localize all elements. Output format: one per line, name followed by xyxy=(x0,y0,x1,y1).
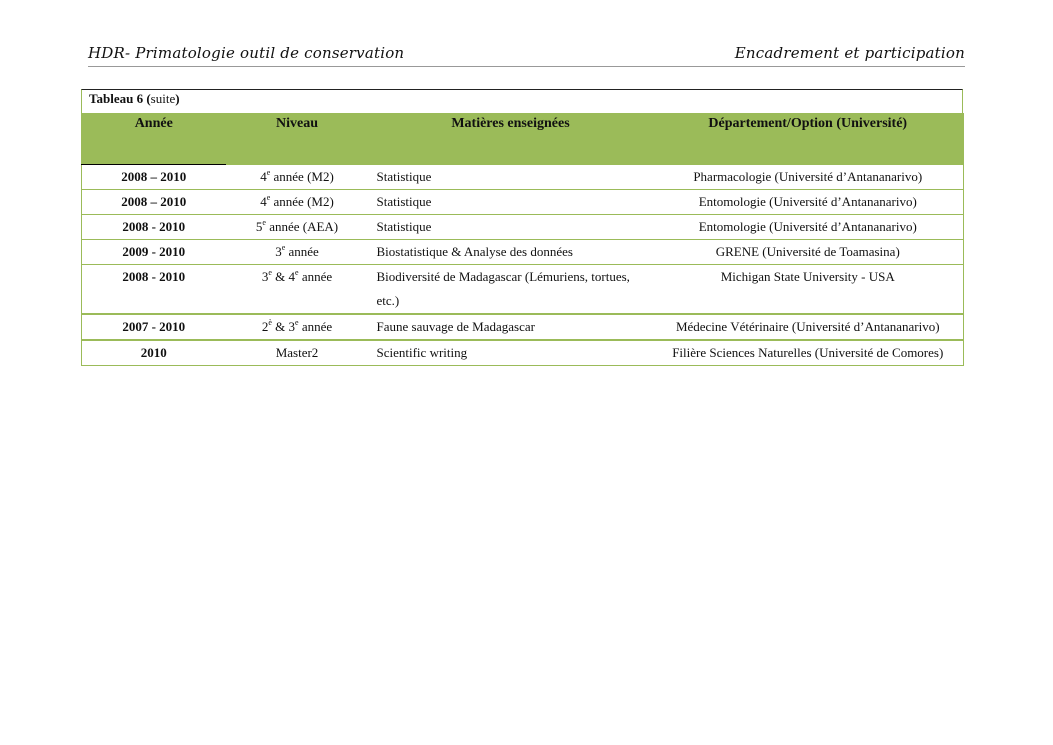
level-cell xyxy=(226,265,369,315)
department-cell: Michigan State University - USA xyxy=(653,265,964,315)
year-cell: 2008 - 2010 xyxy=(82,215,226,240)
department-cell: Entomologie (Université d’Antananarivo) xyxy=(653,190,964,215)
level-number: 3 xyxy=(275,244,282,259)
col-header-departement: Département/Option (Université) xyxy=(653,113,964,165)
level-superscript-2: e xyxy=(295,318,299,327)
year-cell: 2009 - 2010 xyxy=(82,240,226,265)
table-row xyxy=(82,265,964,315)
level-superscript: e xyxy=(266,193,271,202)
subject-cell: Faune sauvage de Madagascar xyxy=(369,314,653,340)
caption-suite: suite xyxy=(150,91,176,106)
level-cell: Master2 xyxy=(226,340,369,366)
table-row xyxy=(82,340,964,366)
subject-cell: Biostatistique & Analyse des données xyxy=(369,240,653,265)
level-text: année (AEA) xyxy=(265,219,339,234)
table-grid xyxy=(81,113,964,366)
department-cell: Filière Sciences Naturelles (Université de Comores) xyxy=(653,340,964,366)
level-text: & 3 xyxy=(271,319,296,334)
level-cell xyxy=(226,240,369,265)
table-row xyxy=(82,314,964,340)
subject-cell: Statistique xyxy=(369,190,653,215)
year-cell: 2008 – 2010 xyxy=(82,190,226,215)
caption-paren-open: ( xyxy=(143,91,151,106)
subject-cell: Biodiversité de Madagascar (Lémuriens, tortues, etc.) xyxy=(369,265,653,315)
header-divider xyxy=(88,66,965,67)
level-superscript: è xyxy=(268,318,272,327)
level-number: 3 xyxy=(261,269,269,284)
level-superscript: e xyxy=(268,268,272,277)
level-number: 2 xyxy=(261,319,269,334)
subject-cell: Scientific writing xyxy=(369,340,653,366)
level-number: 4 xyxy=(260,194,267,209)
level-text: année (M2) xyxy=(270,169,334,184)
caption-paren-close: ) xyxy=(175,91,180,106)
level-superscript: e xyxy=(281,243,286,252)
year-cell: 2007 - 2010 xyxy=(82,314,226,340)
running-header-title: HDR- Primatologie outil de conservation xyxy=(88,44,405,62)
teaching-table xyxy=(81,89,963,366)
running-header-section: Encadrement et participation xyxy=(734,44,965,62)
table-header-row xyxy=(82,113,964,165)
level-text: année (M2) xyxy=(270,194,334,209)
department-cell: Pharmacologie (Université d’Antananarivo) xyxy=(653,165,964,190)
department-cell: GRENE (Université de Toamasina) xyxy=(653,240,964,265)
table-row xyxy=(82,215,964,240)
level-number: 5 xyxy=(255,219,263,234)
level-superscript-2: e xyxy=(295,268,299,277)
year-cell: 2008 - 2010 xyxy=(82,265,226,315)
level-cell xyxy=(226,165,369,190)
table-caption xyxy=(81,89,963,113)
col-header-annee: Année xyxy=(82,113,226,165)
level-text: & 4 xyxy=(271,269,296,284)
level-cell xyxy=(226,215,369,240)
subject-cell: Statistique xyxy=(369,165,653,190)
year-cell: 2008 – 2010 xyxy=(82,165,226,190)
level-superscript: e xyxy=(266,168,271,177)
table-row xyxy=(82,240,964,265)
table-row xyxy=(82,190,964,215)
department-cell: Entomologie (Université d’Antananarivo) xyxy=(653,215,964,240)
level-text: année xyxy=(285,244,319,259)
level-text-2: année xyxy=(298,319,333,334)
department-cell: Médecine Vétérinaire (Université d’Antananarivo) xyxy=(653,314,964,340)
level-cell xyxy=(226,190,369,215)
level-superscript: e xyxy=(262,218,266,227)
level-number: 4 xyxy=(260,169,267,184)
table-row xyxy=(82,165,964,190)
caption-label: Tableau 6 xyxy=(89,91,144,106)
col-header-niveau: Niveau xyxy=(226,113,369,165)
col-header-matieres: Matières enseignées xyxy=(369,113,653,165)
year-cell: 2010 xyxy=(82,340,226,366)
subject-cell: Statistique xyxy=(369,215,653,240)
level-cell xyxy=(226,314,369,340)
level-text-2: année xyxy=(298,269,333,284)
